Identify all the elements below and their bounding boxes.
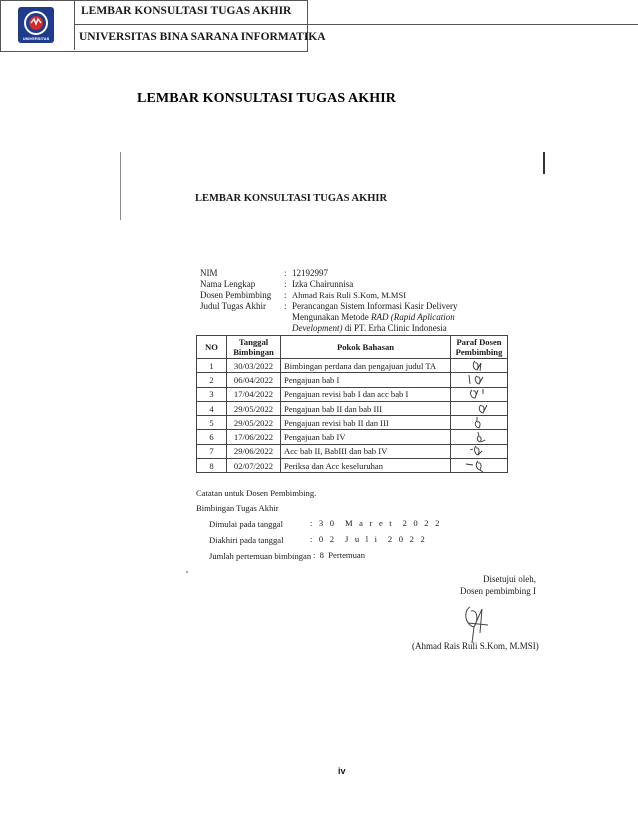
end-date-label: Diakhiri pada tanggal — [209, 535, 284, 545]
info-colon: : — [284, 268, 287, 278]
table-row — [197, 359, 508, 373]
table-row — [197, 373, 508, 387]
thesis-line-1: Perancangan Sistem Informasi Kasir Delivery — [292, 301, 458, 311]
cell-topic: Pengajuan revisi bab I dan acc bab I — [281, 387, 451, 401]
thesis-line-2-prefix: Mengunakan Metode — [292, 312, 371, 322]
cell-date: 06/04/2022 — [227, 373, 281, 387]
header-no: NO — [197, 336, 227, 359]
advisor-signature-icon — [458, 603, 498, 645]
cell-date: 30/03/2022 — [227, 359, 281, 373]
cell-topic: Pengajuan bab I — [281, 373, 451, 387]
header-topic: Pokok Bahasan — [281, 336, 451, 359]
thesis-line-3-italic: Development) — [292, 323, 343, 333]
advisor-notes-label: Catatan untuk Dosen Pembimbing. — [196, 488, 317, 498]
logo-caption: UNIVERSITAS — [22, 36, 50, 42]
cell-no: 8 — [197, 459, 227, 473]
meeting-count-label: Jumlah pertemuan bimbingan — [209, 551, 312, 561]
cell-date: 29/05/2022 — [227, 416, 281, 430]
cell-no: 4 — [197, 401, 227, 415]
header-date-line2: Bimbingan — [233, 347, 274, 357]
cell-paraf — [451, 387, 508, 401]
cell-paraf — [451, 359, 508, 373]
table-row — [197, 430, 508, 444]
cell-no: 3 — [197, 387, 227, 401]
table-row — [197, 444, 508, 458]
table-row — [197, 459, 508, 473]
cell-topic: Pengajuan bab IV — [281, 430, 451, 444]
cell-topic: Periksa dan Acc keseluruhan — [281, 459, 451, 473]
form-header-box — [0, 0, 326, 52]
scan-speck — [186, 571, 188, 573]
bimbingan-label: Bimbingan Tugas Akhir — [196, 503, 279, 513]
signature-icon — [467, 431, 491, 443]
approval-line-2: Dosen pembimbing I — [460, 586, 536, 596]
info-label: Judul Tugas Akhir — [200, 301, 267, 311]
header-date-line1: Tanggal — [238, 337, 269, 347]
thesis-line-3-suffix: di PT. Erha Clinic Indonesia — [342, 323, 447, 333]
start-date-label: Dimulai pada tanggal — [209, 519, 283, 529]
cell-no: 2 — [197, 373, 227, 387]
signer-name: (Ahmad Rais Ruli S.Kom, M.MSI) — [412, 641, 539, 651]
cell-date: 17/04/2022 — [227, 387, 281, 401]
info-label: Dosen Pembimbing — [200, 290, 272, 300]
signature-icon — [465, 374, 493, 386]
end-date-value: : 0 2 J u l i 2 0 2 2 — [310, 534, 427, 544]
consultation-table — [196, 335, 508, 473]
cell-no: 6 — [197, 430, 227, 444]
table-row — [197, 416, 508, 430]
signature-icon — [467, 445, 491, 457]
info-colon: : — [284, 290, 287, 300]
header-paraf-line1: Paraf Dosen — [456, 337, 502, 347]
cell-topic: Pengajuan bab II dan bab III — [281, 401, 451, 415]
page-number: iv — [338, 766, 346, 776]
signature-icon — [467, 388, 491, 400]
cell-paraf — [451, 373, 508, 387]
table-header-row — [197, 336, 508, 359]
cell-date: 02/07/2022 — [227, 459, 281, 473]
cell-paraf — [451, 459, 508, 473]
cell-date: 29/05/2022 — [227, 401, 281, 415]
info-value: 12192997 — [292, 268, 328, 278]
info-value: Ahmad Rais Ruli S.Kom, M.MSI — [292, 290, 407, 300]
logo-cell — [0, 0, 75, 50]
form-title: LEMBAR KONSULTASI TUGAS AKHIR — [81, 5, 292, 17]
approval-block — [426, 573, 536, 597]
header-paraf-line2: Pembimbing — [455, 347, 503, 357]
table-row — [197, 387, 508, 401]
table-row — [197, 401, 508, 415]
university-name: UNIVERSITAS BINA SARANA INFORMATIKA — [79, 31, 326, 43]
signature-icon — [469, 417, 489, 429]
cell-paraf — [451, 444, 508, 458]
thesis-title-value — [292, 301, 492, 334]
start-date-value: : 3 0 M a r e t 2 0 2 2 — [310, 518, 442, 528]
page-title: LEMBAR KONSULTASI TUGAS AKHIR — [137, 91, 396, 106]
scan-edge-left — [120, 152, 121, 220]
header-paraf — [451, 336, 508, 359]
thesis-line-2-italic: RAD (Rapid Aplication — [370, 312, 455, 322]
cell-no: 1 — [197, 359, 227, 373]
info-value: Izka Chairunnisa — [292, 279, 354, 289]
cell-paraf — [451, 416, 508, 430]
signature-icon — [464, 460, 494, 472]
signature-icon — [467, 403, 491, 415]
approval-line-1: Disetujui oleh, — [483, 574, 536, 584]
cell-date: 29/06/2022 — [227, 444, 281, 458]
cell-topic: Acc bab II, BabIII dan bab IV — [281, 444, 451, 458]
cell-topic: Pengajuan revisi bab II dan III — [281, 416, 451, 430]
cell-paraf — [451, 401, 508, 415]
signature-icon — [469, 360, 489, 372]
cell-date: 17/06/2022 — [227, 430, 281, 444]
info-label: Nama Lengkap — [200, 279, 256, 289]
university-logo-icon — [17, 6, 55, 44]
info-label: NIM — [200, 268, 218, 278]
cell-no: 5 — [197, 416, 227, 430]
cell-topic: Bimbingan perdana dan pengajuan judul TA — [281, 359, 451, 373]
scan-edge-right — [543, 152, 545, 174]
meeting-count-value: : 8 Pertemuan — [313, 550, 366, 560]
header-date — [227, 336, 281, 359]
document-heading: LEMBAR KONSULTASI TUGAS AKHIR — [195, 193, 388, 204]
cell-paraf — [451, 430, 508, 444]
info-colon: : — [284, 279, 287, 289]
info-colon: : — [284, 301, 287, 311]
header-divider — [75, 24, 638, 25]
cell-no: 7 — [197, 444, 227, 458]
